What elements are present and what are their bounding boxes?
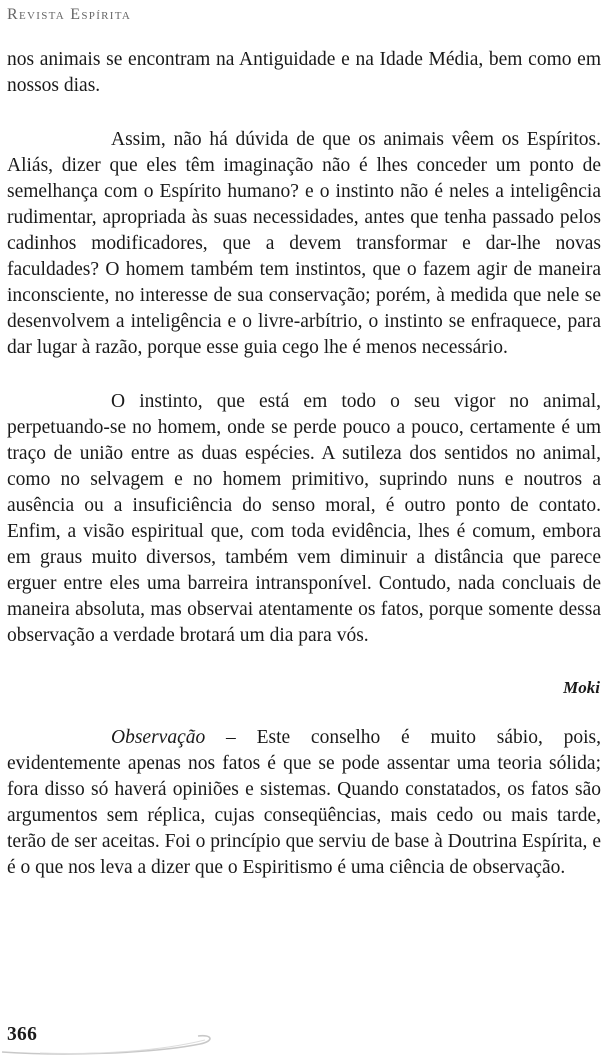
article-body (7, 47, 601, 881)
running-head-title: Revista Espírita (7, 6, 132, 23)
paragraph-animals-see-spirits: Assim, não há dúvida de que os animais vêem os Espíritos. Aliás, dizer que eles têm imaginação não é lhes conceder um ponto de semelhança com o Espírito humano? e o instinto não é neles a inteligência rudimentar, apropriada às suas necessidades, antes que tenha passado pelos cadinhos modificadores, que a devem transformar e dar-lhe novas faculdades? O homem também tem instintos, que o fazem agir de maneira inconsciente, no interesse de sua conservação; porém, à medida que nele se desenvolvem a inteligência e o livre-arbítrio, o instinto se enfraquece, para dar lugar à razão, porque esse guia cego lhe é menos necessário. (7, 129, 601, 358)
page-number: 366 (7, 1024, 38, 1045)
paragraph-continued: nos animais se encontram na Antiguidade e na Idade Média, bem como em nossos dias. (7, 49, 601, 96)
observation-label: Observação (111, 727, 206, 748)
paragraph-instinct: O instinto, que está em todo o seu vigor no animal, perpetuando-se no homem, onde se perde pouco a pouco, certamente é um traço de união entre as duas espécies. A sutileza dos sentidos no animal, como no selvagem e no homem primitivo, suprindo nuns e noutros a ausência ou a insuficiência do senso moral, é outro ponto de contato. Enfim, a visão espiritual que, com toda evidência, lhes é comum, embora em graus muito diversos, também vem diminuir a distância que parece erguer entre eles uma barreira intransponível. Contudo, nada concluais de maneira absoluta, mas observai atentamente os fatos, porque somente dessa observação a verdade brotará um dia para vós. (7, 391, 601, 646)
observation-text: – Este conselho é muito sábio, pois, evidentemente apenas nos fatos é que se pode assentar uma teoria sólida; fora disso só haverá opiniões e sistemas. Quando constatados, os fatos são argumentos sem réplica, cujas conseqüências, mais cedo ou mais tarde, terão de ser aceitas. Foi o princípio que serviu de base à Doutrina Espírita, e é o que nos leva a dizer que o Espiritismo é uma ciência de observação. (7, 727, 601, 878)
author-signature: Moki (563, 678, 600, 697)
paragraph-observation (7, 725, 601, 881)
